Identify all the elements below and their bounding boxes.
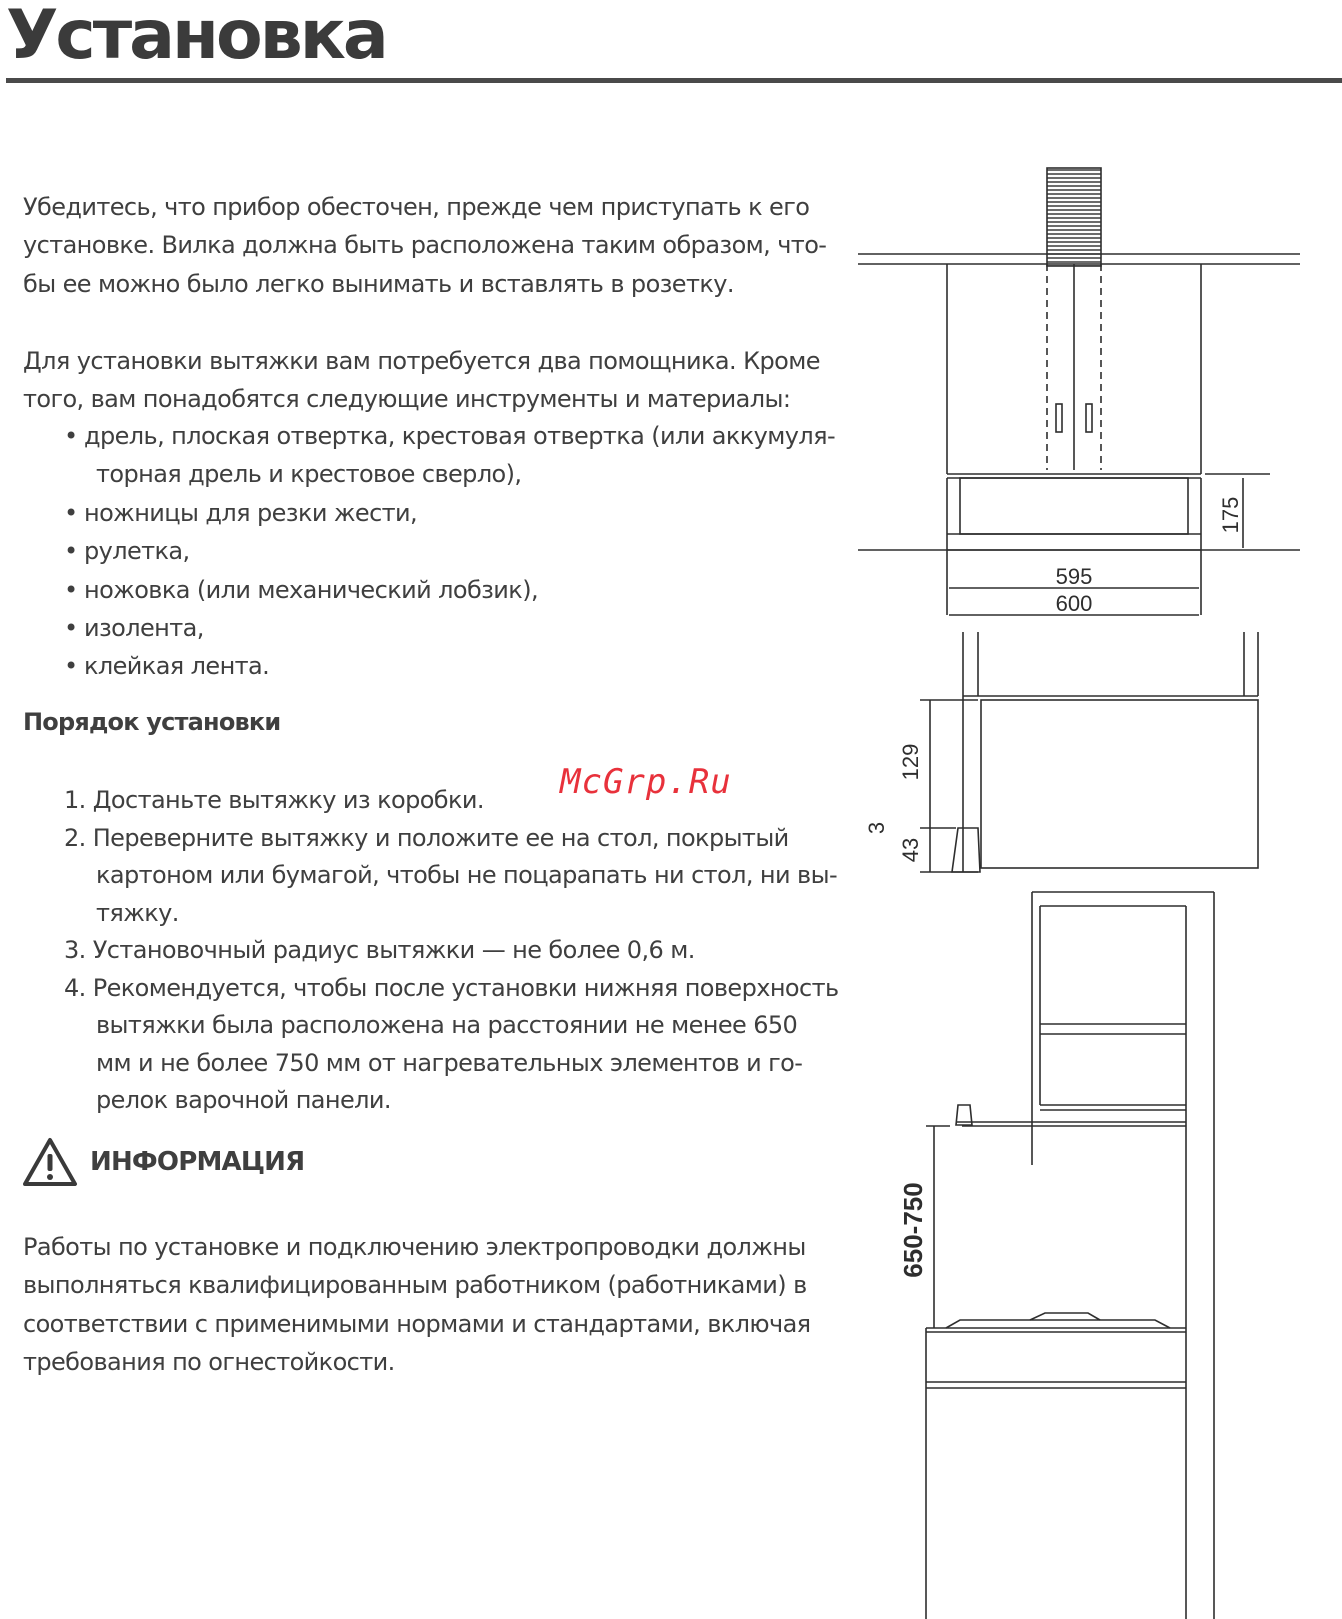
bullet: • [64,652,78,681]
tools-intro-paragraph: Для установки вытяжки вам потребуется два помощника. Кроме того, вам понадобятся следующие инструменты и материалы: [23,347,820,414]
info-paragraph: Работы по установке и подключению электропроводки должны выполняться квалифицированным работником (работниками) в соответствии с применимыми нормами и стандартами, включая требования по огнестойкости. [23,1233,811,1377]
list-item: • рулетка, [64,532,864,570]
dim-650-750: 650-750 [898,1182,928,1278]
dim-595: 595 [1055,564,1093,589]
watermark: McGrp.Ru [560,762,732,802]
info-heading: ИНФОРМАЦИЯ [90,1147,305,1177]
list-item: • клейкая лента. [64,647,864,685]
list-item: 3. Установочный радиус вытяжки — не более 0,6 м. [64,936,695,964]
list-item: 2. Переверните вытяжку и положите ее на стол, покрытый картоном или бумагой, чтобы не поцарапать ни стол, ни вы- тяжку. [64,823,838,927]
bullet: • [64,537,78,566]
installation-drawing [926,892,1214,1619]
bullet: • [64,498,78,527]
bullet: • [64,614,78,643]
title-rule [6,78,1342,83]
list-item: 1. Достаньте вытяжку из коробки. [64,786,484,814]
bullet: • [64,575,78,604]
info-block [22,1134,304,1190]
installation-drawings [850,160,1342,1619]
side-view-drawing [920,632,1258,872]
dim-129: 129 [898,743,923,781]
list-item: • изолента, [64,609,864,647]
steps-list [64,782,844,1120]
list-item: 4. Рекомендуется, чтобы после установки нижняя поверхность вытяжки была расположена на расстоянии не менее 650 мм и не более 750 мм от нагревательных элементов и го- релок варочной панели. [64,973,839,1114]
list-item: • ножницы для резки жести, [64,494,864,532]
bullet: • [64,422,78,450]
intro-paragraph: Убедитесь, что прибор обесточен, прежде чем приступать к его установке. Вилка должна быть расположена таким образом, что-бы ее можно было легко вынимать и вставлять в розетку. [23,193,827,298]
dim-43: 43 [898,837,923,863]
page-title: Установка [6,0,386,75]
procedure-heading: Порядок установки [23,708,281,736]
tools-list [64,417,864,686]
front-view-drawing [858,168,1300,615]
list-item: • ножовка (или механический лобзик), [64,571,864,609]
dim-600: 600 [1055,591,1093,616]
dim-3: 3 [864,821,889,835]
list-item: • дрель, плоская отвертка, крестовая отвертка (или аккумуля- торная дрель и крестовое сверло), [64,417,864,494]
warning-icon [22,1137,78,1187]
dim-175: 175 [1218,496,1243,534]
